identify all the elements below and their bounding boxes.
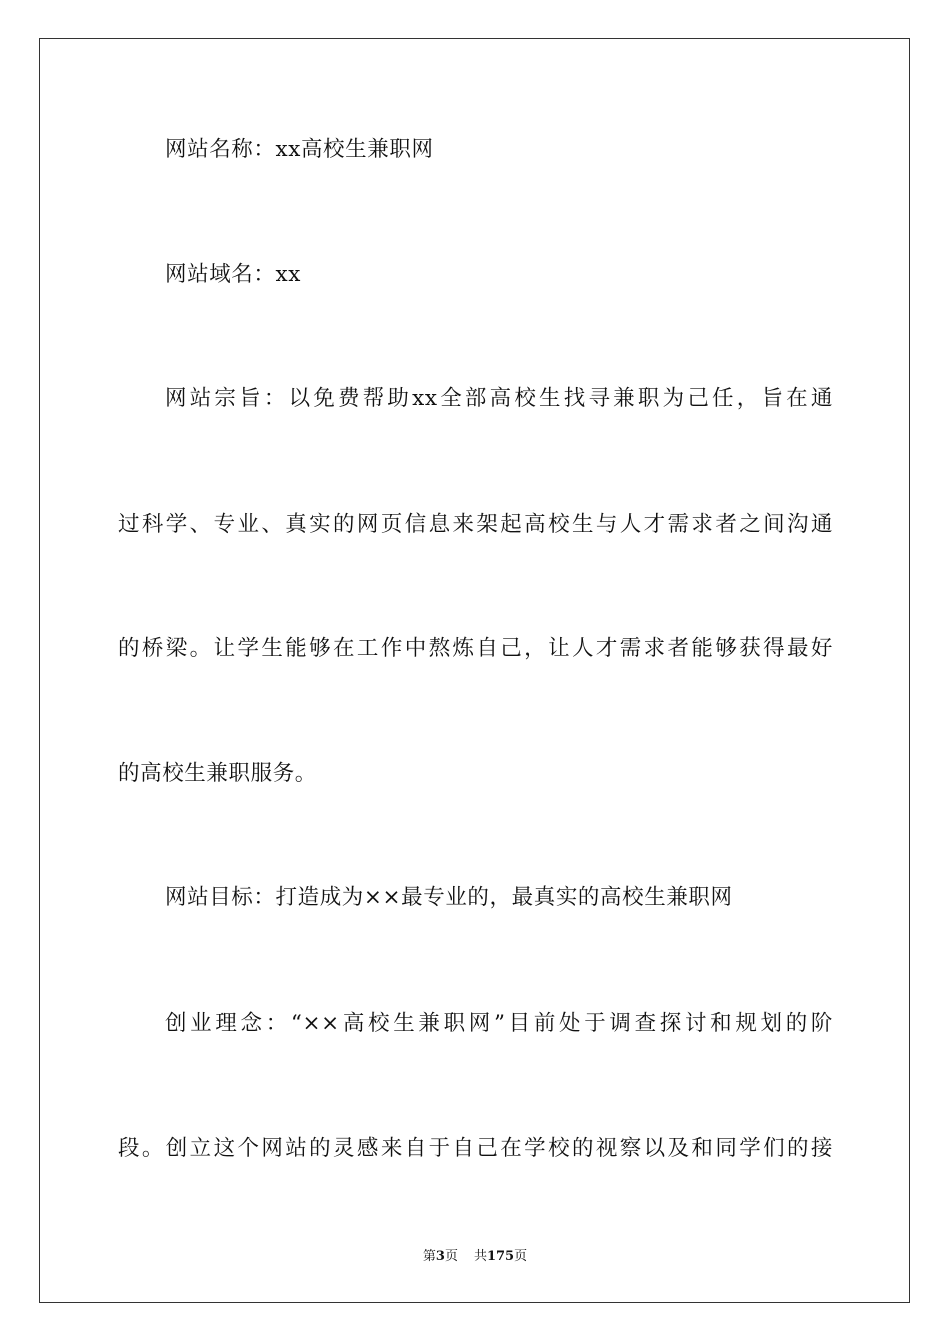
page-prefix: 第 [422, 1249, 436, 1264]
total-prefix: 共 [473, 1249, 487, 1264]
website-purpose-line-2: 过科学、专业、真实的网页信息来架起高校生与人才需求者之间沟通 [118, 512, 833, 537]
total-suffix: 页 [514, 1249, 528, 1264]
website-domain-line: 网站域名：xx [165, 262, 301, 287]
page-number: 3 [435, 1249, 445, 1264]
startup-philosophy-line-1: 创业理念：“××高校生兼职网”目前处于调查探讨和规划的阶 [165, 1011, 833, 1036]
total-pages: 175 [486, 1249, 515, 1264]
website-purpose-line-1: 网站宗旨：以免费帮助xx全部高校生找寻兼职为己任，旨在通 [165, 386, 833, 411]
page-suffix: 页 [444, 1249, 458, 1264]
page-footer [0, 1248, 950, 1266]
website-purpose-line-4: 的高校生兼职服务。 [118, 761, 317, 786]
page-border [39, 38, 910, 1303]
startup-philosophy-line-2: 段。创立这个网站的灵感来自于自己在学校的视察以及和同学们的接 [118, 1136, 833, 1161]
website-goal-line: 网站目标：打造成为××最专业的，最真实的高校生兼职网 [165, 885, 733, 910]
website-purpose-line-3: 的桥梁。让学生能够在工作中熬炼自己，让人才需求者能够获得最好 [118, 636, 833, 661]
website-name-line: 网站名称：xx高校生兼职网 [165, 137, 434, 162]
